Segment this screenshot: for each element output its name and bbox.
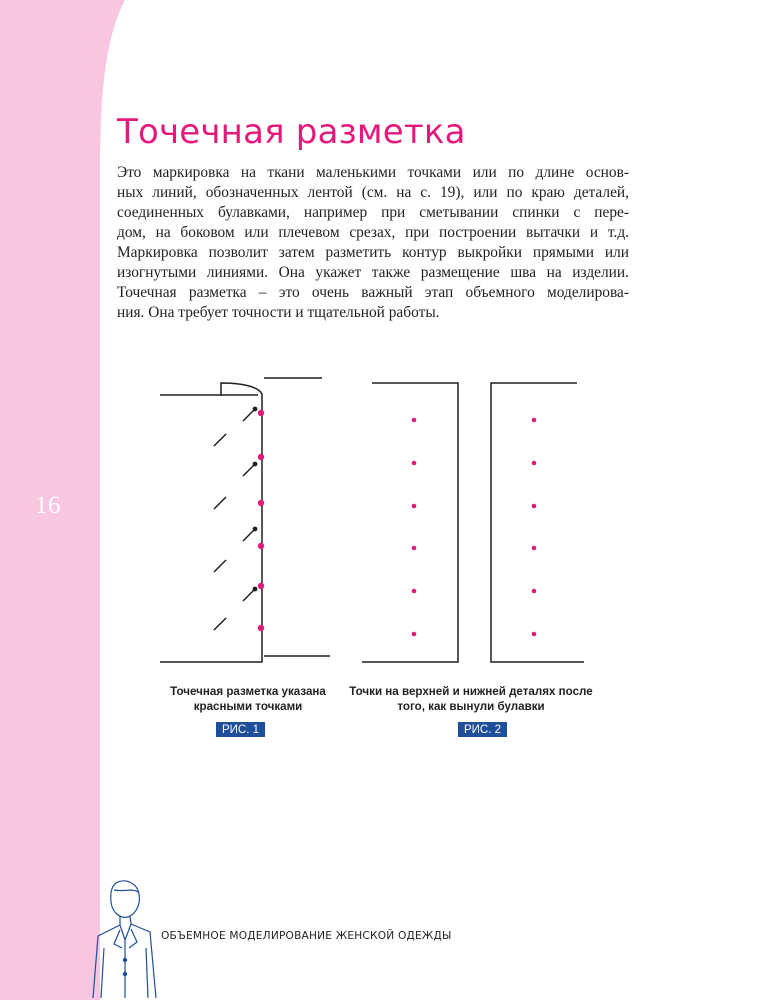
figure-2-drawing [362, 383, 584, 662]
body-line: Это маркировка на ткани маленькими точками или по длине основ- [117, 164, 629, 181]
body-line: соединенных булавками, например при сметывании спинки с пере- [117, 204, 629, 221]
figure-2-marks [412, 418, 537, 637]
body-line: Маркировка позволит затем разметить контур выкройки прямыми или [117, 244, 629, 261]
body-line: изогнутыми линиями. Она укажет также размещение шва на изделии. [117, 264, 629, 281]
page-number: 16 [35, 492, 61, 519]
body-line: ных линий, обозначенных лентой (см. на с. 19), или по краю деталей, [117, 184, 629, 201]
body-line: дом, на боковом или плечевом срезах, при построении вытачки и т.д. [117, 224, 629, 241]
footer-book-title: ОБЪЕМНОЕ МОДЕЛИРОВАНИЕ ЖЕНСКОЙ ОДЕЖДЫ [161, 930, 452, 942]
fashion-sketch-illustration [90, 878, 160, 1000]
figure-1-marks [258, 410, 264, 631]
figure-1-drawing [160, 378, 330, 662]
figure-1-caption: Точечная разметка указана красными точками [170, 685, 326, 713]
body-line: Точечная разметка – это очень важный этап объемного моделирова- [117, 284, 629, 301]
figure-1-pin-heads [253, 407, 258, 592]
figure-2-caption: Точки на верхней и нижней деталях после того, как вынули булавки [349, 685, 593, 713]
figures-illustration [0, 360, 762, 680]
body-line: ния. Она требует точности и тщательной работы. [117, 304, 440, 321]
body-paragraph [117, 163, 629, 323]
figure-1-label: РИС. 1 [216, 722, 265, 737]
page-title: Точечная разметка [117, 112, 466, 152]
figure-2-label: РИС. 2 [458, 722, 507, 737]
